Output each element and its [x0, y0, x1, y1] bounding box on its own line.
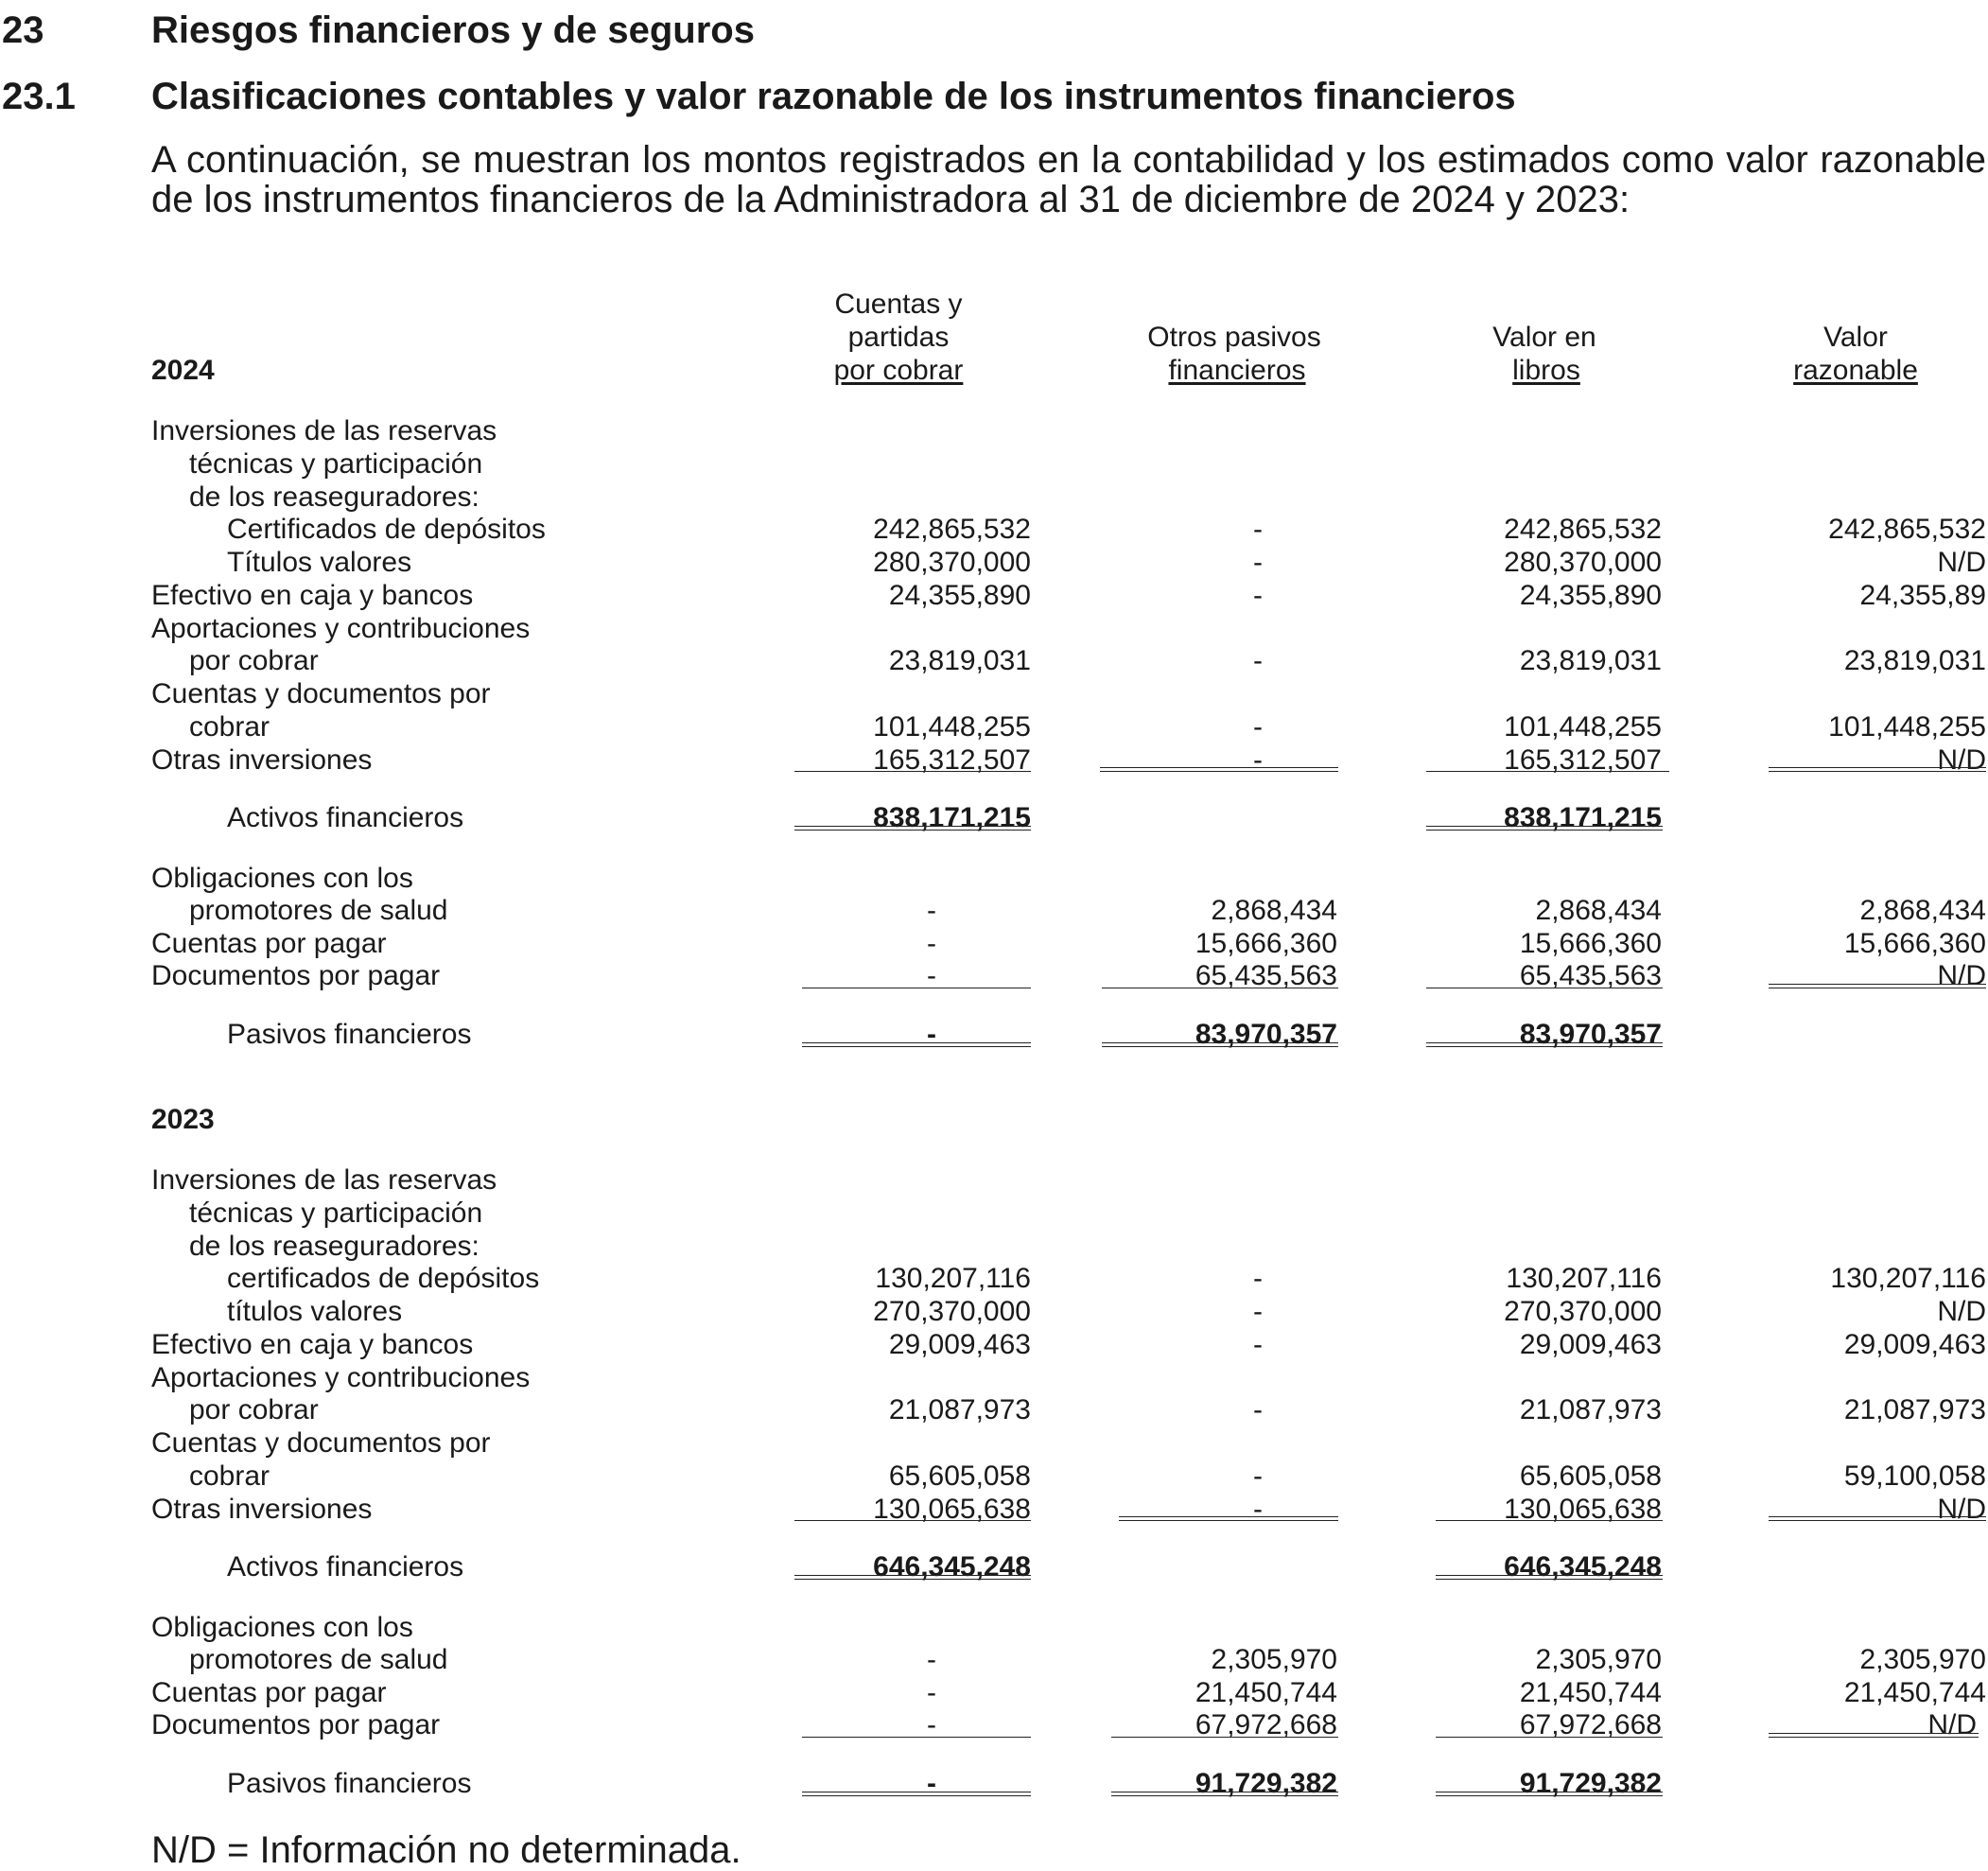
- col3-header-line1: Valor en: [1492, 322, 1596, 353]
- value-cell: 242,865,532: [1504, 514, 1662, 545]
- value-cell: 65,435,563: [1519, 960, 1662, 991]
- value-cell: 130,065,638: [1504, 1494, 1662, 1525]
- total-cell: 838,171,215: [1504, 802, 1662, 833]
- value-cell: N/D: [1937, 1494, 1986, 1525]
- value-cell: 29,009,463: [888, 1329, 1031, 1360]
- label-titulos: títulos valores: [227, 1296, 403, 1327]
- value-cell: 21,087,973: [1519, 1394, 1662, 1425]
- section-title: Riesgos financieros y de seguros: [151, 9, 755, 51]
- value-cell: -: [1253, 514, 1263, 545]
- value-cell: -: [927, 1644, 936, 1675]
- label-inversiones-3: de los reaseguradores:: [189, 1231, 480, 1262]
- label-obligaciones-2: promotores de salud: [189, 1644, 448, 1675]
- value-cell: -: [927, 928, 936, 959]
- label-obligaciones-1: Obligaciones con los: [151, 1612, 413, 1643]
- value-cell: 242,865,532: [873, 514, 1031, 545]
- double-rule: [1426, 826, 1663, 831]
- value-cell: -: [1253, 744, 1263, 776]
- value-cell: 24,355,890: [888, 580, 1031, 611]
- value-cell: 165,312,507: [873, 744, 1031, 776]
- double-rule: [794, 826, 1031, 831]
- year-label-2024: 2024: [151, 355, 215, 386]
- label-cuentas-docs-2: cobrar: [189, 711, 270, 743]
- value-cell: -: [1253, 1394, 1263, 1425]
- col4-header-line1: Valor: [1823, 322, 1888, 353]
- value-cell: 23,819,031: [888, 645, 1031, 676]
- value-cell: 21,087,973: [888, 1394, 1031, 1425]
- double-rule: [1111, 1792, 1338, 1796]
- value-cell: -: [1253, 645, 1263, 676]
- label-aportaciones-2: por cobrar: [189, 645, 319, 676]
- total-cell: 646,345,248: [873, 1551, 1031, 1582]
- value-cell: 270,370,000: [1504, 1296, 1662, 1327]
- double-rule: [1769, 767, 1986, 772]
- total-cell: -: [927, 1019, 936, 1050]
- value-cell: 15,666,360: [1519, 928, 1662, 959]
- subsection-title: Clasificaciones contables y valor razonable de los instrumentos financieros: [151, 76, 1516, 117]
- value-cell: 2,868,434: [1535, 895, 1662, 926]
- intro-paragraph: A continuación, se muestran los montos registrados en la contabilidad y los estimados como valor razonable de los instrumentos financieros de la Administradora al 31 de diciembre de 2024 y 2023:: [151, 139, 1986, 220]
- value-cell: N/D: [1937, 547, 1986, 578]
- value-cell: -: [1253, 1263, 1263, 1294]
- label-efectivo: Efectivo en caja y bancos: [151, 580, 474, 611]
- label-inversiones-3: de los reaseguradores:: [189, 481, 480, 513]
- value-cell: 101,448,255: [873, 711, 1031, 743]
- value-cell: 65,605,058: [1519, 1460, 1662, 1492]
- value-cell: 130,207,116: [1506, 1263, 1662, 1294]
- value-cell: -: [927, 960, 936, 991]
- col2-header-line2: financieros: [1168, 355, 1306, 386]
- rule-line: [802, 1737, 1031, 1738]
- double-rule: [802, 1792, 1031, 1796]
- rule-line: [794, 771, 1031, 772]
- label-activos: Activos financieros: [227, 1551, 464, 1582]
- value-cell: -: [1253, 1329, 1263, 1360]
- value-cell: 2,868,434: [1211, 895, 1337, 926]
- value-cell: -: [1253, 1296, 1263, 1327]
- value-cell: -: [1253, 1460, 1263, 1492]
- double-rule: [1102, 1042, 1338, 1047]
- double-rule: [1119, 1516, 1338, 1521]
- total-cell: 646,345,248: [1504, 1551, 1662, 1582]
- label-otras-inversiones: Otras inversiones: [151, 744, 373, 776]
- value-cell: 59,100,058: [1843, 1460, 1986, 1492]
- double-rule: [1100, 767, 1338, 772]
- value-cell: 2,305,970: [1535, 1644, 1662, 1675]
- rule-line: [1436, 1520, 1663, 1521]
- rule-line: [1436, 1737, 1663, 1738]
- value-cell: -: [1253, 1494, 1263, 1525]
- value-cell: 67,972,668: [1195, 1709, 1337, 1740]
- label-inversiones-2: técnicas y participación: [189, 448, 483, 480]
- double-rule: [1426, 1042, 1663, 1047]
- double-rule: [802, 1042, 1031, 1047]
- value-cell: 29,009,463: [1519, 1329, 1662, 1360]
- col2-header-line1: Otros pasivos: [1147, 322, 1321, 353]
- total-cell: 83,970,357: [1519, 1019, 1662, 1050]
- label-inversiones-1: Inversiones de las reservas: [151, 415, 497, 446]
- double-rule: [1436, 1792, 1663, 1796]
- label-certificados: certificados de depósitos: [227, 1263, 540, 1294]
- value-cell: 21,087,973: [1843, 1394, 1986, 1425]
- col1-header-line2: partidas: [847, 322, 950, 353]
- value-cell: 130,065,638: [873, 1494, 1031, 1525]
- value-cell: 130,207,116: [875, 1263, 1031, 1294]
- value-cell: 101,448,255: [1828, 711, 1986, 743]
- value-cell: 15,666,360: [1195, 928, 1337, 959]
- double-rule: [1769, 984, 1986, 988]
- label-inversiones-1: Inversiones de las reservas: [151, 1164, 497, 1196]
- label-pasivos: Pasivos financieros: [227, 1768, 472, 1799]
- value-cell: 65,435,563: [1195, 960, 1337, 991]
- value-cell: 15,666,360: [1843, 928, 1986, 959]
- value-cell: -: [1253, 711, 1263, 743]
- label-cuentas-docs-1: Cuentas y documentos por: [151, 678, 491, 709]
- value-cell: N/D: [1927, 1709, 1977, 1740]
- double-rule: [794, 1575, 1031, 1580]
- label-otras-inversiones: Otras inversiones: [151, 1494, 373, 1525]
- label-obligaciones-2: promotores de salud: [189, 895, 448, 926]
- total-cell: 91,729,382: [1195, 1768, 1337, 1799]
- col1-header-line3: por cobrar: [833, 355, 964, 386]
- value-cell: -: [1253, 580, 1263, 611]
- double-rule: [1769, 1516, 1986, 1521]
- value-cell: 21,450,744: [1519, 1677, 1662, 1708]
- value-cell: 242,865,532: [1828, 514, 1986, 545]
- rule-line: [794, 1520, 1031, 1521]
- value-cell: 2,305,970: [1859, 1644, 1986, 1675]
- label-efectivo: Efectivo en caja y bancos: [151, 1329, 474, 1360]
- label-cuentas-docs-1: Cuentas y documentos por: [151, 1427, 491, 1459]
- value-cell: 24,355,890: [1519, 580, 1662, 611]
- label-pasivos: Pasivos financieros: [227, 1019, 472, 1050]
- col3-header-line2: libros: [1512, 355, 1580, 386]
- value-cell: N/D: [1937, 1296, 1986, 1327]
- value-cell: 130,207,116: [1830, 1263, 1986, 1294]
- footnote: N/D = Información no determinada.: [151, 1829, 741, 1871]
- label-aportaciones-1: Aportaciones y contribuciones: [151, 613, 531, 644]
- value-cell: 280,370,000: [873, 547, 1031, 578]
- value-cell: 24,355,89: [1859, 580, 1986, 611]
- value-cell: 101,448,255: [1504, 711, 1662, 743]
- subsection-number: 23.1: [2, 76, 76, 117]
- value-cell: 165,312,507: [1504, 744, 1662, 776]
- double-rule: [1436, 1575, 1663, 1580]
- col1-header-line1: Cuentas y: [834, 289, 963, 320]
- col4-header-line2: razonable: [1793, 355, 1918, 386]
- value-cell: 21,450,744: [1843, 1677, 1986, 1708]
- value-cell: -: [927, 1677, 936, 1708]
- total-cell: 91,729,382: [1519, 1768, 1662, 1799]
- total-cell: 83,970,357: [1195, 1019, 1337, 1050]
- label-cuentas-pagar: Cuentas por pagar: [151, 928, 387, 959]
- label-certificados: Certificados de depósitos: [227, 514, 546, 545]
- label-titulos: Títulos valores: [227, 547, 412, 578]
- label-activos: Activos financieros: [227, 802, 464, 833]
- label-aportaciones-1: Aportaciones y contribuciones: [151, 1362, 531, 1393]
- rule-line: [1426, 771, 1669, 772]
- label-aportaciones-2: por cobrar: [189, 1394, 319, 1425]
- value-cell: 65,605,058: [888, 1460, 1031, 1492]
- value-cell: 2,868,434: [1859, 895, 1986, 926]
- label-cuentas-pagar: Cuentas por pagar: [151, 1677, 387, 1708]
- value-cell: -: [1253, 547, 1263, 578]
- label-obligaciones-1: Obligaciones con los: [151, 863, 413, 894]
- value-cell: 67,972,668: [1519, 1709, 1662, 1740]
- total-cell: 838,171,215: [873, 802, 1031, 833]
- value-cell: -: [927, 895, 936, 926]
- value-cell: 29,009,463: [1843, 1329, 1986, 1360]
- label-documentos-pagar: Documentos por pagar: [151, 1709, 441, 1740]
- value-cell: 280,370,000: [1504, 547, 1662, 578]
- value-cell: N/D: [1937, 744, 1986, 776]
- year-label-2023: 2023: [151, 1104, 215, 1135]
- value-cell: 23,819,031: [1843, 645, 1986, 676]
- label-cuentas-docs-2: cobrar: [189, 1460, 270, 1492]
- total-cell: -: [927, 1768, 936, 1799]
- value-cell: 2,305,970: [1211, 1644, 1337, 1675]
- value-cell: 21,450,744: [1195, 1677, 1337, 1708]
- value-cell: 23,819,031: [1519, 645, 1662, 676]
- value-cell: N/D: [1937, 960, 1986, 991]
- label-documentos-pagar: Documentos por pagar: [151, 960, 441, 991]
- double-rule: [1769, 1733, 1979, 1738]
- section-number: 23: [2, 9, 44, 51]
- label-inversiones-2: técnicas y participación: [189, 1198, 483, 1229]
- rule-line: [1111, 1737, 1338, 1738]
- value-cell: 270,370,000: [873, 1296, 1031, 1327]
- value-cell: -: [927, 1709, 936, 1740]
